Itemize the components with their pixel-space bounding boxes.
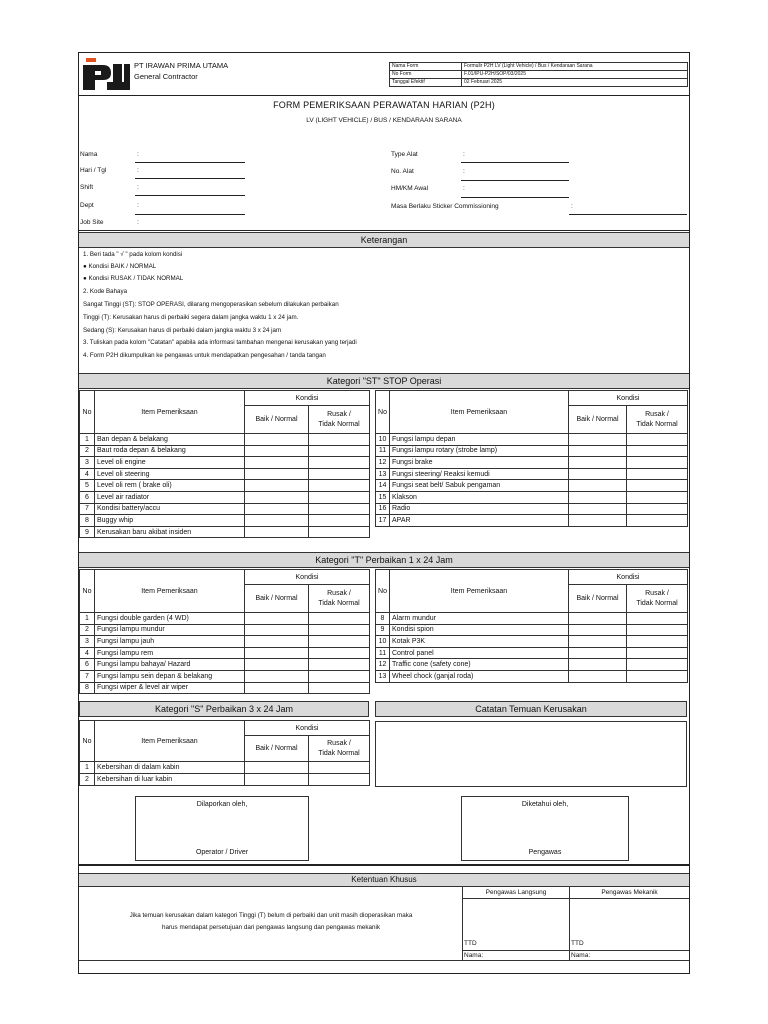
check-baik[interactable]	[569, 670, 627, 682]
row-no: 9	[376, 624, 390, 636]
ttd-label: TTD	[464, 940, 477, 947]
check-baik[interactable]	[569, 503, 627, 515]
field-label-dept: Dept	[80, 202, 94, 209]
nama-label: Nama:	[571, 952, 591, 959]
check-baik[interactable]	[245, 515, 309, 527]
table-row	[80, 762, 370, 774]
check-baik[interactable]	[569, 468, 627, 480]
ketentuan-divider	[462, 898, 689, 899]
form-title: FORM PEMERIKSAAN PERAWATAN HARIAN (P2H)	[273, 100, 495, 110]
check-baik[interactable]	[569, 659, 627, 671]
table-row	[80, 457, 370, 469]
ttd-label: TTD	[571, 940, 584, 947]
company-name: PT IRAWAN PRIMA UTAMA	[134, 61, 229, 70]
table-row	[376, 613, 688, 625]
field-colon: :	[463, 168, 465, 175]
check-rusak[interactable]	[627, 480, 688, 492]
meta-label: Nama Form	[390, 63, 462, 71]
table-row	[376, 659, 688, 671]
table-row	[80, 613, 370, 625]
check-baik[interactable]	[245, 491, 309, 503]
row-item: Fungsi brake	[390, 457, 569, 469]
row-item: Buggy whip	[95, 515, 245, 527]
row-item: Wheel chock (ganjal roda)	[390, 670, 569, 682]
col-kondisi: Kondisi	[245, 570, 370, 585]
check-rusak[interactable]	[627, 434, 688, 446]
table-row	[80, 480, 370, 492]
check-rusak[interactable]	[627, 457, 688, 469]
table-row	[376, 434, 688, 446]
field-label-hm-km: HM/KM Awal	[391, 185, 429, 192]
col-item: Item Pemeriksaan	[390, 570, 569, 613]
row-item: Fungsi lampu jauh	[95, 636, 245, 648]
field-label-type-alat: Type Alat	[391, 151, 418, 158]
check-baik[interactable]	[245, 457, 309, 469]
row-no: 9	[80, 526, 95, 538]
keterangan-line: 3. Tuliskan pada kolom "Catatan" apabila ada informasi tambahan mengenai kerusakan yang terjadi	[83, 339, 357, 346]
row-item: Baut roda depan & belakang	[95, 445, 245, 457]
check-baik[interactable]	[569, 647, 627, 659]
table-row	[80, 659, 370, 671]
check-rusak[interactable]	[627, 491, 688, 503]
st-section-header: Kategori "ST" STOP Operasi	[79, 373, 689, 389]
keterangan-line: ● Kondisi RUSAK / TIDAK NORMAL	[83, 275, 184, 282]
catatan-header: Catatan Temuan Kerusakan	[375, 701, 687, 717]
check-baik[interactable]	[245, 647, 309, 659]
keterangan-body	[79, 248, 689, 368]
signature-bottom-label: Operator / Driver	[195, 849, 249, 856]
field-label-sticker: Masa Berlaku Sticker Commissioning	[391, 203, 499, 210]
row-item: Level oli engine	[95, 457, 245, 469]
keterangan-line: ● Kondisi BAIK / NORMAL	[83, 263, 157, 270]
table-row	[80, 526, 370, 538]
signature-box-operator[interactable]	[135, 796, 309, 861]
table-row	[376, 515, 688, 527]
col-rusak: Rusak /	[645, 590, 669, 598]
check-rusak[interactable]	[627, 647, 688, 659]
field-colon: :	[137, 184, 139, 191]
keterangan-line: Sangat Tinggi (ST): STOP OPERASI, dilarang mengoperasikan sebelum dilakukan perbaikan	[83, 301, 339, 308]
s-table	[79, 720, 370, 786]
field-colon: :	[463, 151, 465, 158]
keterangan-line: Sedang (S): Kerusakan harus di perbaiki dalam jangka waktu 3 x 24 jam	[83, 327, 282, 334]
check-rusak[interactable]	[627, 670, 688, 682]
keterangan-header: Keterangan	[79, 232, 689, 248]
row-no: 14	[376, 480, 390, 492]
table-row	[80, 434, 370, 446]
check-rusak[interactable]	[309, 682, 370, 694]
ketentuan-text-line: harus mendapat persetujuan dari pengawas langsung dan pengawas mekanik	[161, 924, 381, 931]
form-meta-table	[389, 62, 688, 87]
pengawas-langsung-label: Pengawas Langsung	[485, 889, 547, 896]
fields-divider	[79, 230, 689, 231]
table-row	[376, 624, 688, 636]
field-input-dept[interactable]	[135, 214, 245, 215]
field-input-no-alat[interactable]	[461, 180, 569, 181]
check-baik[interactable]	[245, 468, 309, 480]
st-table-right	[375, 390, 688, 527]
row-no: 16	[376, 503, 390, 515]
table-row	[376, 636, 688, 648]
col-item: Item Pemeriksaan	[95, 721, 245, 762]
check-rusak[interactable]	[627, 624, 688, 636]
row-no: 3	[80, 636, 95, 648]
row-no: 11	[376, 445, 390, 457]
company-logo-icon	[81, 56, 133, 94]
t-table-left	[79, 569, 370, 694]
field-input-sticker[interactable]	[569, 214, 687, 215]
field-colon: :	[463, 185, 465, 192]
table-row	[80, 682, 370, 694]
row-no: 17	[376, 515, 390, 527]
row-no: 8	[80, 682, 95, 694]
col-baik: Baik / Normal	[569, 406, 627, 434]
col-rusak: Rusak /	[327, 411, 351, 419]
ketentuan-text-line: Jika temuan kerusakan dalam kategori Tinggi (T) belum di perbaiki dan unit masih dioperasikan maka	[129, 912, 413, 919]
row-no: 12	[376, 659, 390, 671]
check-baik[interactable]	[245, 434, 309, 446]
check-rusak[interactable]	[627, 613, 688, 625]
table-row	[376, 457, 688, 469]
col-no: No	[80, 570, 95, 613]
row-item: Klakson	[390, 491, 569, 503]
meta-value: 02 Februari 2025	[462, 79, 688, 87]
col-rusak: Rusak /	[645, 411, 669, 419]
check-baik[interactable]	[245, 682, 309, 694]
check-baik[interactable]	[569, 445, 627, 457]
col-no: No	[80, 721, 95, 762]
check-rusak[interactable]	[309, 762, 370, 774]
row-item: Kondisi battery/accu	[95, 503, 245, 515]
row-item: Kebersihan di dalam kabin	[95, 762, 245, 774]
row-item: Traffic cone (safety cone)	[390, 659, 569, 671]
signature-bottom-label: Pengawas	[528, 849, 562, 856]
col-rusak: Rusak /	[327, 740, 351, 748]
table-row	[80, 647, 370, 659]
check-rusak[interactable]	[627, 636, 688, 648]
row-item: Fungsi double garden (4 WD)	[95, 613, 245, 625]
ketentuan-header: Ketentuan Khusus	[79, 873, 689, 887]
meta-label: No Form	[390, 71, 462, 79]
row-no: 13	[376, 670, 390, 682]
check-baik[interactable]	[245, 526, 309, 538]
field-colon: :	[137, 219, 139, 226]
row-item: Level oli rem ( brake oli)	[95, 480, 245, 492]
check-baik[interactable]	[245, 670, 309, 682]
t-section-header: Kategori "T" Perbaikan 1 x 24 Jam	[79, 552, 689, 568]
row-item: Fungsi lampu rotary (strobe lamp)	[390, 445, 569, 457]
s-section-header: Kategori "S" Perbaikan 3 x 24 Jam	[79, 701, 369, 717]
table-row	[376, 468, 688, 480]
row-no: 2	[80, 624, 95, 636]
header-divider	[79, 95, 689, 96]
col-baik: Baik / Normal	[569, 585, 627, 613]
col-kondisi: Kondisi	[245, 391, 370, 406]
check-rusak[interactable]	[309, 468, 370, 480]
col-rusak: Rusak /	[327, 590, 351, 598]
row-item: Fungsi lampu rem	[95, 647, 245, 659]
check-rusak[interactable]	[309, 457, 370, 469]
row-item: Fungsi wiper & level air wiper	[95, 682, 245, 694]
row-item: Alarm mundur	[390, 613, 569, 625]
check-rusak[interactable]	[627, 515, 688, 527]
row-no: 13	[376, 468, 390, 480]
catatan-box[interactable]	[375, 721, 687, 787]
row-item: Kondisi spion	[390, 624, 569, 636]
row-item: Kotak P3K	[390, 636, 569, 648]
check-baik[interactable]	[245, 613, 309, 625]
row-item: Fungsi seat belt/ Sabuk pengaman	[390, 480, 569, 492]
signature-box-pengawas[interactable]	[461, 796, 629, 861]
check-rusak[interactable]	[627, 445, 688, 457]
table-row	[376, 503, 688, 515]
check-baik[interactable]	[245, 503, 309, 515]
check-baik[interactable]	[569, 515, 627, 527]
check-baik[interactable]	[245, 445, 309, 457]
col-kondisi: Kondisi	[569, 570, 688, 585]
table-row	[376, 480, 688, 492]
table-row	[376, 670, 688, 682]
row-no: 8	[376, 613, 390, 625]
meta-value: Formulir P2H LV (Light Vehicle) / Bus / Kendaraan Sarana	[462, 63, 688, 71]
row-item: Ban depan & belakang	[95, 434, 245, 446]
row-item: Control panel	[390, 647, 569, 659]
row-item: Radio	[390, 503, 569, 515]
row-no: 11	[376, 647, 390, 659]
check-baik[interactable]	[569, 480, 627, 492]
field-colon: :	[137, 167, 139, 174]
field-input-type-alat[interactable]	[461, 162, 569, 163]
check-rusak[interactable]	[309, 491, 370, 503]
check-baik[interactable]	[245, 774, 309, 786]
t-table-right	[375, 569, 688, 683]
col-item: Item Pemeriksaan	[95, 570, 245, 613]
table-row	[376, 445, 688, 457]
check-baik[interactable]	[245, 624, 309, 636]
check-rusak[interactable]	[309, 480, 370, 492]
col-tidak-normal: Tidak Normal	[636, 420, 678, 428]
table-row	[80, 670, 370, 682]
field-input-nama[interactable]	[135, 162, 245, 163]
pengawas-mekanik-label: Pengawas Mekanik	[601, 889, 658, 896]
ketentuan-body	[79, 887, 689, 961]
check-rusak[interactable]	[627, 503, 688, 515]
field-input-hari-tgl[interactable]	[135, 178, 245, 179]
col-tidak-normal: Tidak Normal	[318, 749, 360, 757]
form-page	[78, 52, 690, 974]
check-rusak[interactable]	[309, 624, 370, 636]
check-baik[interactable]	[245, 480, 309, 492]
col-baik: Baik / Normal	[245, 585, 309, 613]
row-item: Kebersihan di luar kabin	[95, 774, 245, 786]
field-colon: :	[571, 203, 573, 210]
col-baik: Baik / Normal	[245, 736, 309, 762]
table-row	[80, 774, 370, 786]
check-rusak[interactable]	[309, 503, 370, 515]
field-colon: :	[137, 202, 139, 209]
keterangan-line: 2. Kode Bahaya	[83, 288, 128, 295]
company-subtitle: General Contractor	[134, 72, 198, 81]
field-label-job-site: Job Site	[80, 219, 104, 226]
col-no: No	[376, 391, 390, 434]
meta-value: F.01/IPU-P2H/SOP/03/2025	[462, 71, 688, 79]
row-item: Fungsi lampu depan	[390, 434, 569, 446]
col-no: No	[80, 391, 95, 434]
row-no: 2	[80, 774, 95, 786]
check-baik[interactable]	[569, 434, 627, 446]
table-row	[80, 445, 370, 457]
table-row	[80, 624, 370, 636]
check-rusak[interactable]	[309, 647, 370, 659]
col-tidak-normal: Tidak Normal	[318, 599, 360, 607]
check-rusak[interactable]	[309, 636, 370, 648]
row-item: APAR	[390, 515, 569, 527]
signature-top-label: Diketahui oleh,	[521, 801, 569, 808]
row-no: 4	[80, 647, 95, 659]
check-rusak[interactable]	[309, 515, 370, 527]
col-item: Item Pemeriksaan	[390, 391, 569, 434]
ketentuan-divider	[462, 950, 689, 951]
row-no: 10	[376, 636, 390, 648]
table-row	[80, 515, 370, 527]
row-no: 5	[80, 480, 95, 492]
table-row	[376, 647, 688, 659]
row-item: Fungsi steering/ Reaksi kemudi	[390, 468, 569, 480]
row-no: 1	[80, 613, 95, 625]
check-rusak[interactable]	[309, 526, 370, 538]
col-tidak-normal: Tidak Normal	[636, 599, 678, 607]
check-rusak[interactable]	[309, 670, 370, 682]
check-rusak[interactable]	[309, 774, 370, 786]
signature-top-label: Dilaporkan oleh,	[196, 801, 248, 808]
row-no: 7	[80, 503, 95, 515]
check-rusak[interactable]	[309, 659, 370, 671]
col-item: Item Pemeriksaan	[95, 391, 245, 434]
row-no: 3	[80, 457, 95, 469]
check-rusak[interactable]	[627, 659, 688, 671]
col-kondisi: Kondisi	[569, 391, 688, 406]
table-row	[80, 503, 370, 515]
check-baik[interactable]	[245, 762, 309, 774]
row-no: 6	[80, 491, 95, 503]
check-rusak[interactable]	[309, 445, 370, 457]
row-no: 10	[376, 434, 390, 446]
check-rusak[interactable]	[309, 434, 370, 446]
row-item: Level air radiator	[95, 491, 245, 503]
nama-label: Nama:	[464, 952, 484, 959]
row-item: Fungsi lampu sein depan & belakang	[95, 670, 245, 682]
table-row	[376, 491, 688, 503]
row-item: Fungsi lampu bahaya/ Hazard	[95, 659, 245, 671]
row-no: 6	[80, 659, 95, 671]
row-no: 7	[80, 670, 95, 682]
col-kondisi: Kondisi	[245, 721, 370, 736]
check-baik[interactable]	[245, 659, 309, 671]
keterangan-line: 4. Form P2H dikumpulkan ke pengawas untuk mendapatkan pengesahan / tanda tangan	[83, 352, 326, 359]
check-baik[interactable]	[569, 624, 627, 636]
field-label-no-alat: No. Alat	[391, 168, 414, 175]
meta-label: Tanggal Efektif	[390, 79, 462, 87]
col-no: No	[376, 570, 390, 613]
row-no: 1	[80, 762, 95, 774]
table-row	[80, 491, 370, 503]
form-subtitle: LV (LIGHT VEHICLE) / BUS / KENDARAAN SARANA	[306, 117, 462, 124]
table-row	[80, 636, 370, 648]
row-no: 12	[376, 457, 390, 469]
field-label-hari-tgl: Hari / Tgl	[80, 167, 107, 174]
check-baik[interactable]	[569, 636, 627, 648]
row-item: Level oli steering	[95, 468, 245, 480]
table-row	[80, 468, 370, 480]
row-no: 4	[80, 468, 95, 480]
check-rusak[interactable]	[309, 613, 370, 625]
keterangan-line: Tinggi (T): Kerusakan harus di perbaiki segera dalam jangka waktu 1 x 24 jam.	[83, 314, 299, 321]
signature-divider	[79, 864, 689, 866]
field-colon: :	[137, 151, 139, 158]
st-table-left	[79, 390, 370, 538]
check-baik[interactable]	[569, 613, 627, 625]
check-rusak[interactable]	[627, 468, 688, 480]
col-tidak-normal: Tidak Normal	[318, 420, 360, 428]
row-no: 1	[80, 434, 95, 446]
col-baik: Baik / Normal	[245, 406, 309, 434]
field-input-hm-km[interactable]	[461, 197, 569, 198]
row-item: Fungsi lampu mundur	[95, 624, 245, 636]
check-baik[interactable]	[569, 491, 627, 503]
check-baik[interactable]	[569, 457, 627, 469]
check-baik[interactable]	[245, 636, 309, 648]
field-input-shift[interactable]	[135, 195, 245, 196]
keterangan-line: 1. Beri tada " √ " pada kolom kondisi	[83, 251, 183, 258]
row-item: Kerusakan baru akibat insiden	[95, 526, 245, 538]
field-label-shift: Shift	[80, 184, 94, 191]
row-no: 15	[376, 491, 390, 503]
row-no: 2	[80, 445, 95, 457]
field-label-nama: Nama	[80, 151, 98, 158]
row-no: 8	[80, 515, 95, 527]
